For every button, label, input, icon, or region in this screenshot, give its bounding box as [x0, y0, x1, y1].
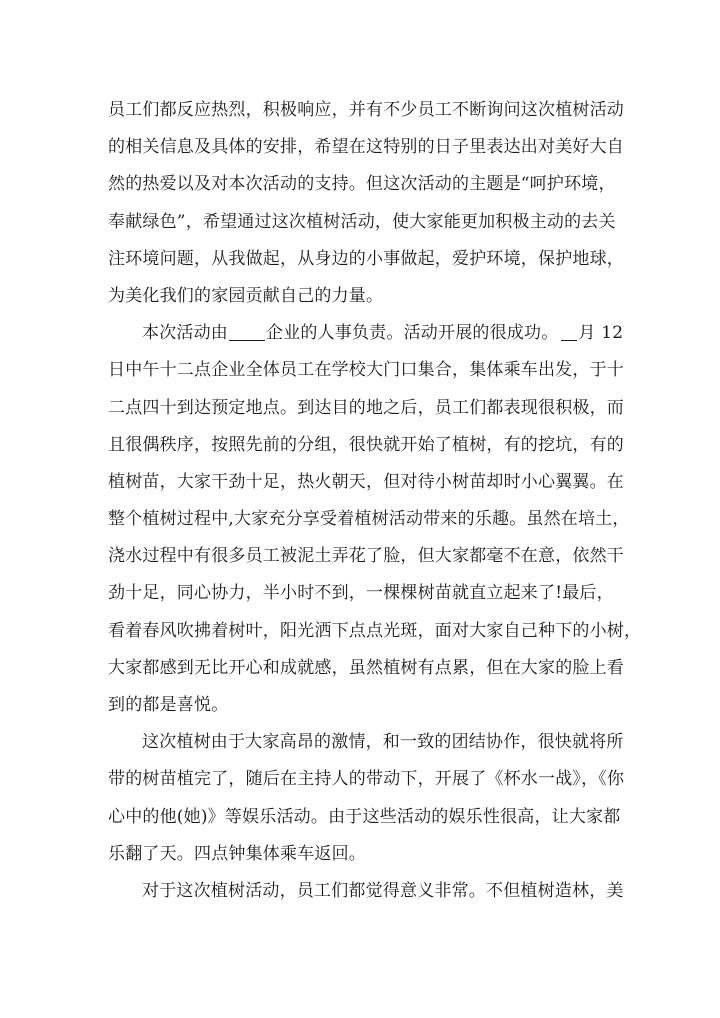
text-line-with-blanks — [108, 315, 624, 352]
text-line: 二点四十到达预定地点。到达目的地之后，员工们都表现很积极，而 — [108, 397, 624, 418]
text-line: 大家都感到无比开心和成就感，虽然植树有点累，但在大家的脸上看 — [108, 657, 624, 678]
text-line: 且很偶秩序，按照先前的分组，很快就开始了植树，有的挖坑，有的 — [108, 434, 624, 455]
text-line: 日中午十二点企业全体员工在学校大门口集合，集体乘车出发，于十 — [108, 360, 624, 381]
document-body — [108, 92, 642, 910]
text-line: 整个植树过程中,大家充分享受着植树活动带来的乐趣。虽然在培土， — [108, 509, 630, 530]
text-line: 的相关信息及具体的安排，希望在这特别的日子里表达出对美好大自 — [108, 137, 624, 158]
text-line: 心中的他(她)》等娱乐活动。由于这些活动的娱乐性很高，让大家都 — [108, 806, 621, 827]
text-line: 对于这次植树活动，员工们都觉得意义非常。不但植树造林，美 — [142, 880, 624, 901]
text-line: 到的都是喜悦。 — [108, 695, 229, 715]
text-line: 带的树苗植完了，随后在主持人的带动下，开展了《杯水一战》，《你 — [108, 769, 625, 790]
paragraph-3 — [108, 724, 625, 873]
text-line: 员工们都反应热烈，积极响应，并有不少员工不断询问这次植树活动 — [108, 100, 624, 120]
paragraph-4 — [108, 873, 624, 910]
text-segment: 企业的人事负责。活动开展的很成功。 — [266, 323, 559, 344]
text-line: 注环境问题，从我做起，从身边的小事做起，爱护环境，保护地球， — [108, 248, 624, 269]
text-segment: 本次活动由 — [142, 323, 228, 344]
fill-in-blank-company — [229, 320, 265, 341]
text-line: 乐翻了天。四点钟集体乘车返回。 — [108, 843, 366, 864]
text-line: 浇水过程中有很多员工被泥土弄花了脸，但大家都毫不在意，依然干 — [108, 546, 624, 567]
paragraph-1 — [108, 92, 624, 315]
text-line: 然的热爱以及对本次活动的支持。但这次活动的主题是“呵护环境， — [108, 174, 616, 195]
text-line: 奉献绿色”，希望通过这次植树活动，使大家能更加积极主动的去关 — [108, 211, 616, 232]
fill-in-blank-date — [561, 320, 577, 341]
text-line: 为美化我们的家园贡献自己的力量。 — [108, 285, 384, 306]
text-line: 这次植树由于大家高昂的激情，和一致的团结协作，很快就将所 — [142, 732, 624, 753]
text-line: 植树苗，大家干劲十足，热火朝天，但对待小树苗却时小心翼翼。在 — [108, 471, 624, 492]
text-line: 看着春风吹拂着树叶，阳光洒下点点光斑，面对大家自己种下的小树， — [108, 620, 642, 641]
paragraph-2 — [108, 315, 642, 724]
text-segment: 月 12 — [578, 323, 624, 344]
text-line: 劲十足，同心协力，半小时不到，一棵棵树苗就直立起来了!最后， — [108, 583, 614, 604]
